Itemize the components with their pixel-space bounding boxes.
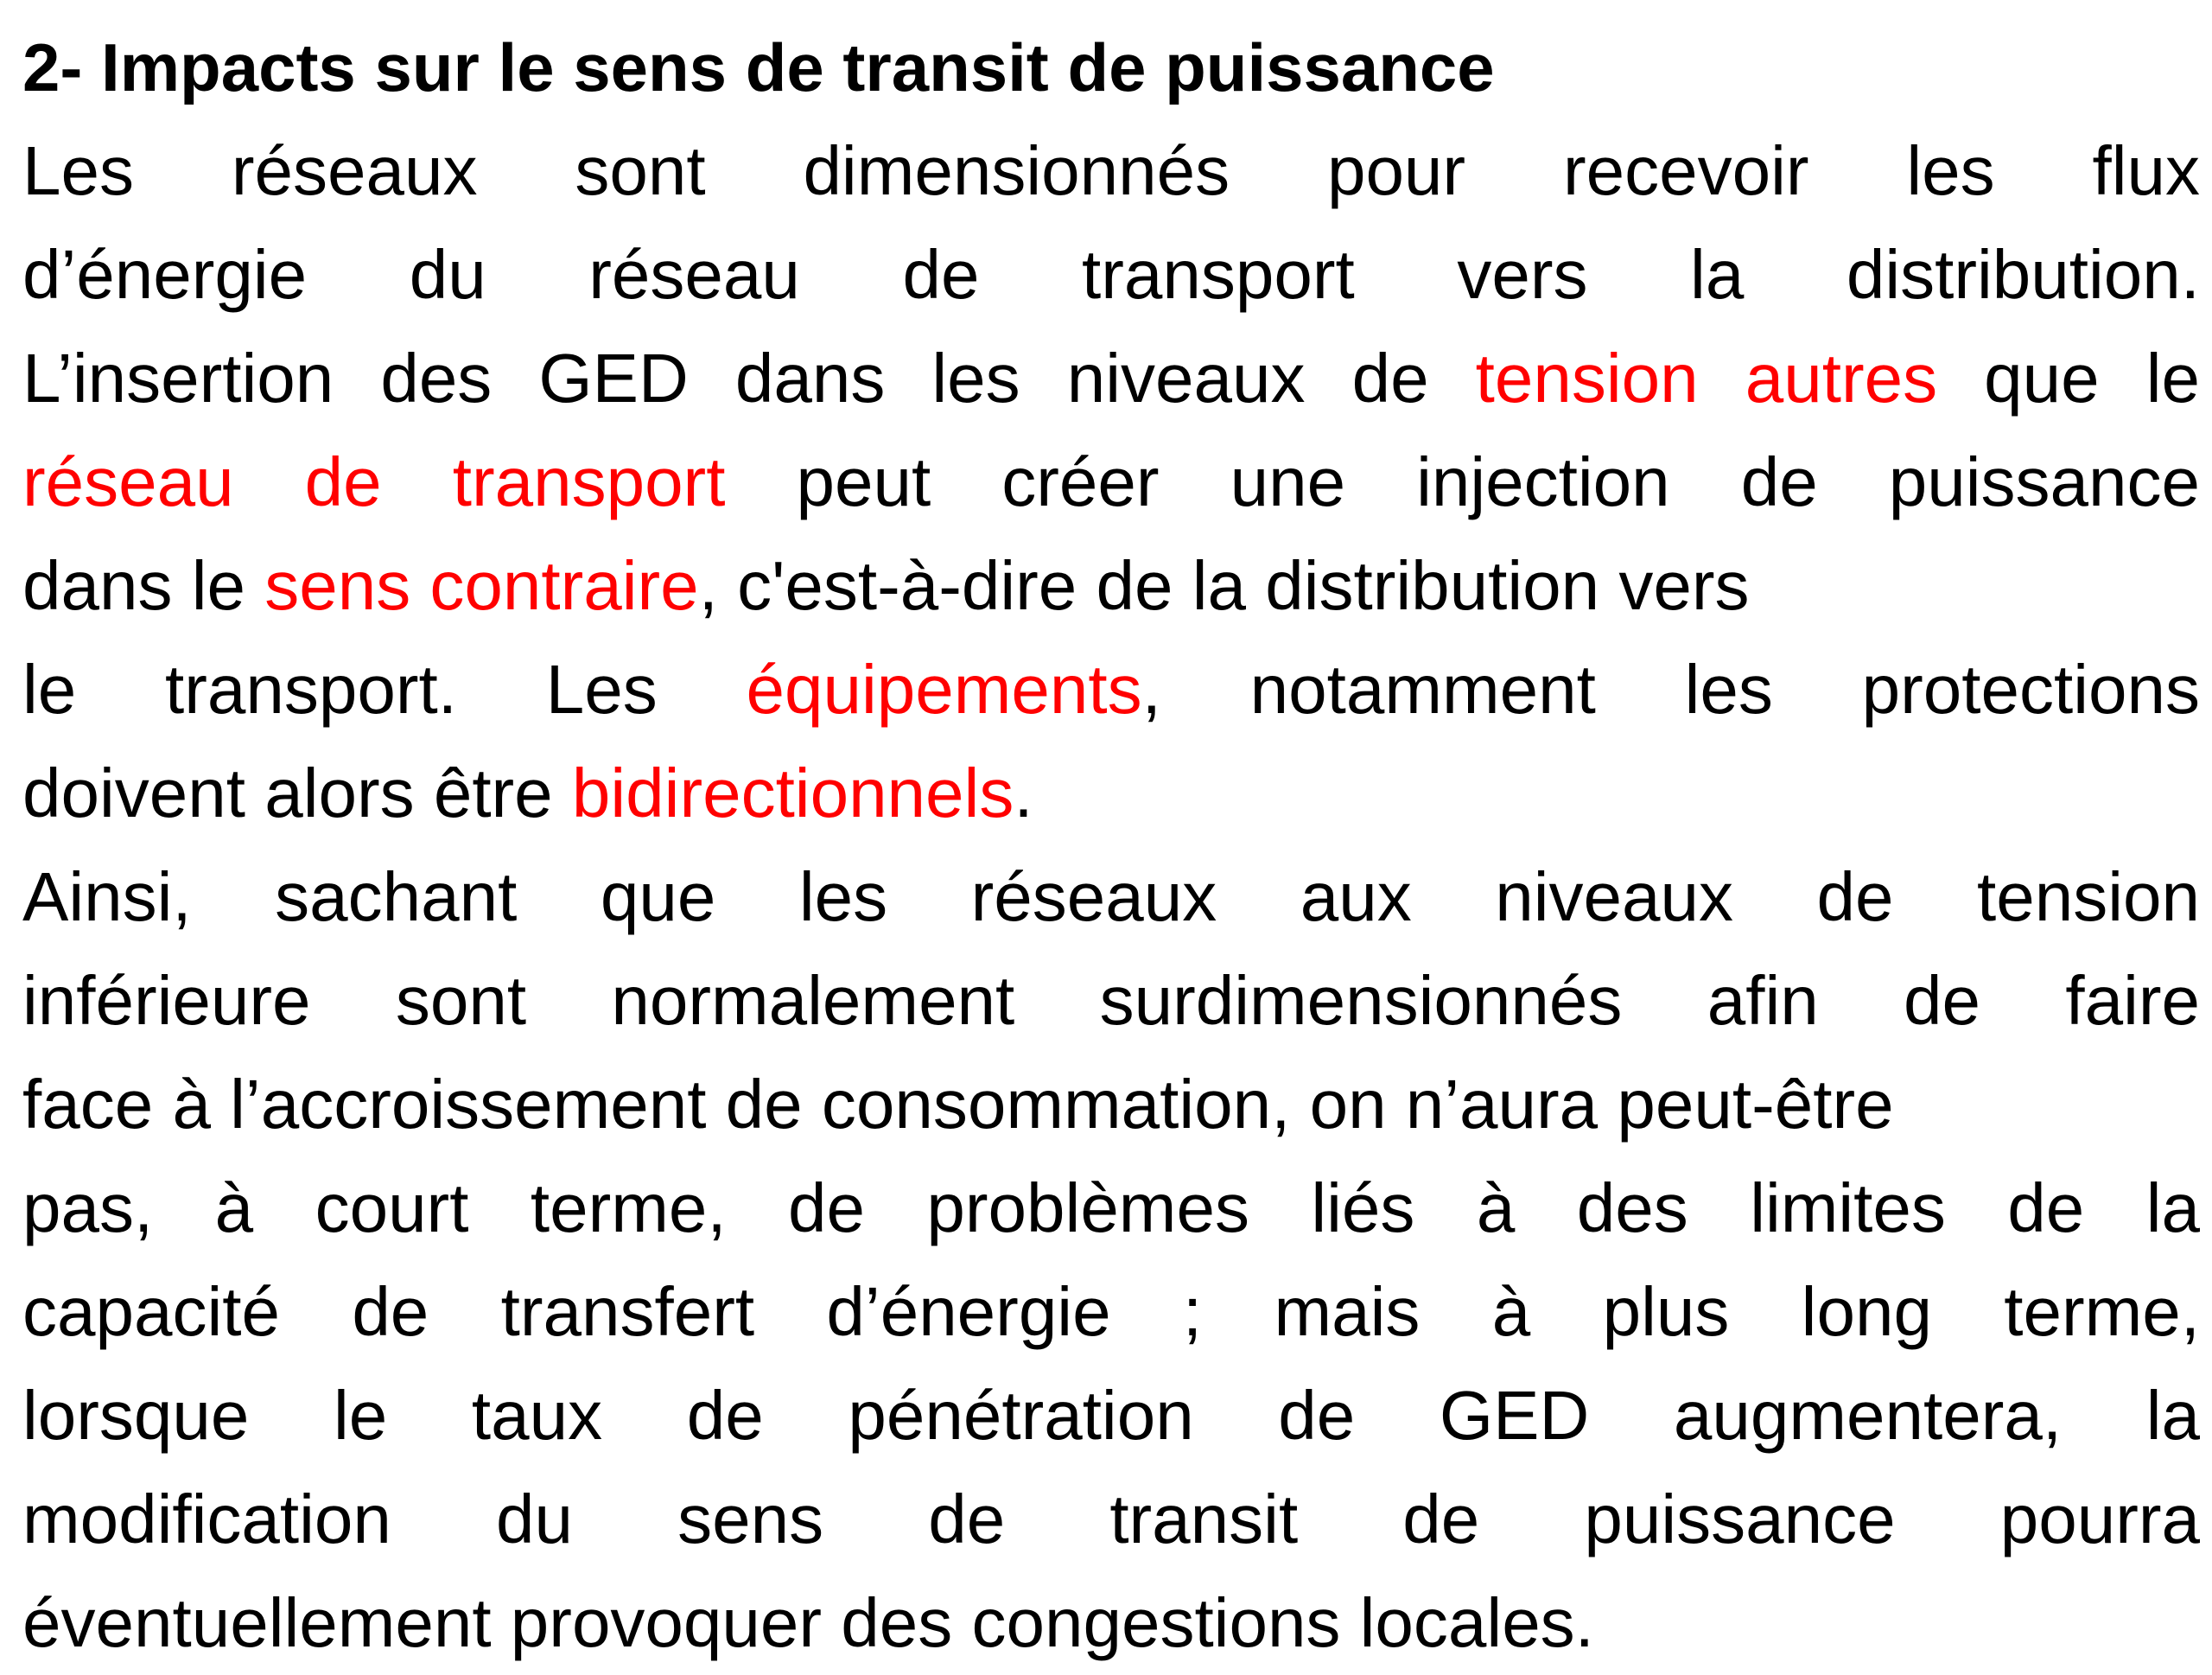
- text-line: [22, 119, 2200, 223]
- text-segment: , notamment les protections: [1141, 651, 2200, 728]
- text-segment: éventuellement provoquer des congestions locales.: [22, 1584, 1594, 1661]
- text-segment: le transport. Les: [22, 651, 747, 728]
- text-segment: .: [1014, 755, 1033, 831]
- text-segment: modification du sens de transit de puissance pourra: [22, 1481, 2200, 1557]
- text-segment: face à l’accroissement de consommation, on n’aura peut-être: [22, 1066, 1894, 1143]
- highlighted-term: tension autres: [1475, 340, 1938, 417]
- text-line: [22, 1156, 2200, 1260]
- text-line: [22, 534, 2200, 638]
- text-line: [22, 223, 2200, 327]
- text-line: [22, 1468, 2200, 1571]
- text-segment: peut créer une injection de puissance: [725, 443, 2201, 520]
- text-segment: Ainsi, sachant que les réseaux aux niveaux de tension: [22, 858, 2200, 935]
- text-segment: inférieure sont normalement surdimensionnés afin de faire: [22, 962, 2200, 1039]
- text-segment: capacité de transfert d’énergie ; mais à plus long terme,: [22, 1273, 2200, 1350]
- highlighted-term: bidirectionnels: [571, 755, 1014, 831]
- text-segment: Les réseaux sont dimensionnés pour recevoir les flux: [22, 132, 2200, 209]
- text-line: [22, 327, 2200, 430]
- text-line: [22, 1364, 2200, 1468]
- text-line: [22, 1571, 2200, 1675]
- text-segment: que le: [1937, 340, 2200, 417]
- text-line: [22, 430, 2200, 534]
- text-segment: d’énergie du réseau de transport vers la distribution.: [22, 236, 2200, 313]
- document-page: [22, 16, 2200, 1675]
- body-paragraph: [22, 119, 2200, 1675]
- highlighted-term: réseau de transport: [22, 443, 726, 520]
- text-line: [22, 1053, 2200, 1156]
- text-segment: pas, à court terme, de problèmes liés à des limites de la: [22, 1169, 2200, 1246]
- text-segment: lorsque le taux de pénétration de GED augmentera, la: [22, 1377, 2200, 1454]
- text-segment: L’insertion des GED dans les niveaux de: [22, 340, 1476, 417]
- text-segment: dans le: [22, 547, 265, 624]
- section-heading: 2- Impacts sur le sens de transit de puissance: [22, 29, 1495, 105]
- highlighted-term: équipements: [746, 651, 1142, 728]
- text-line: [22, 845, 2200, 949]
- text-line: [22, 742, 2200, 845]
- text-segment: , c'est-à-dire de la distribution vers: [698, 547, 1750, 624]
- highlighted-term: sens contraire: [264, 547, 699, 624]
- text-line: [22, 638, 2200, 742]
- text-line: [22, 949, 2200, 1053]
- text-line: [22, 1260, 2200, 1364]
- text-segment: doivent alors être: [22, 755, 572, 831]
